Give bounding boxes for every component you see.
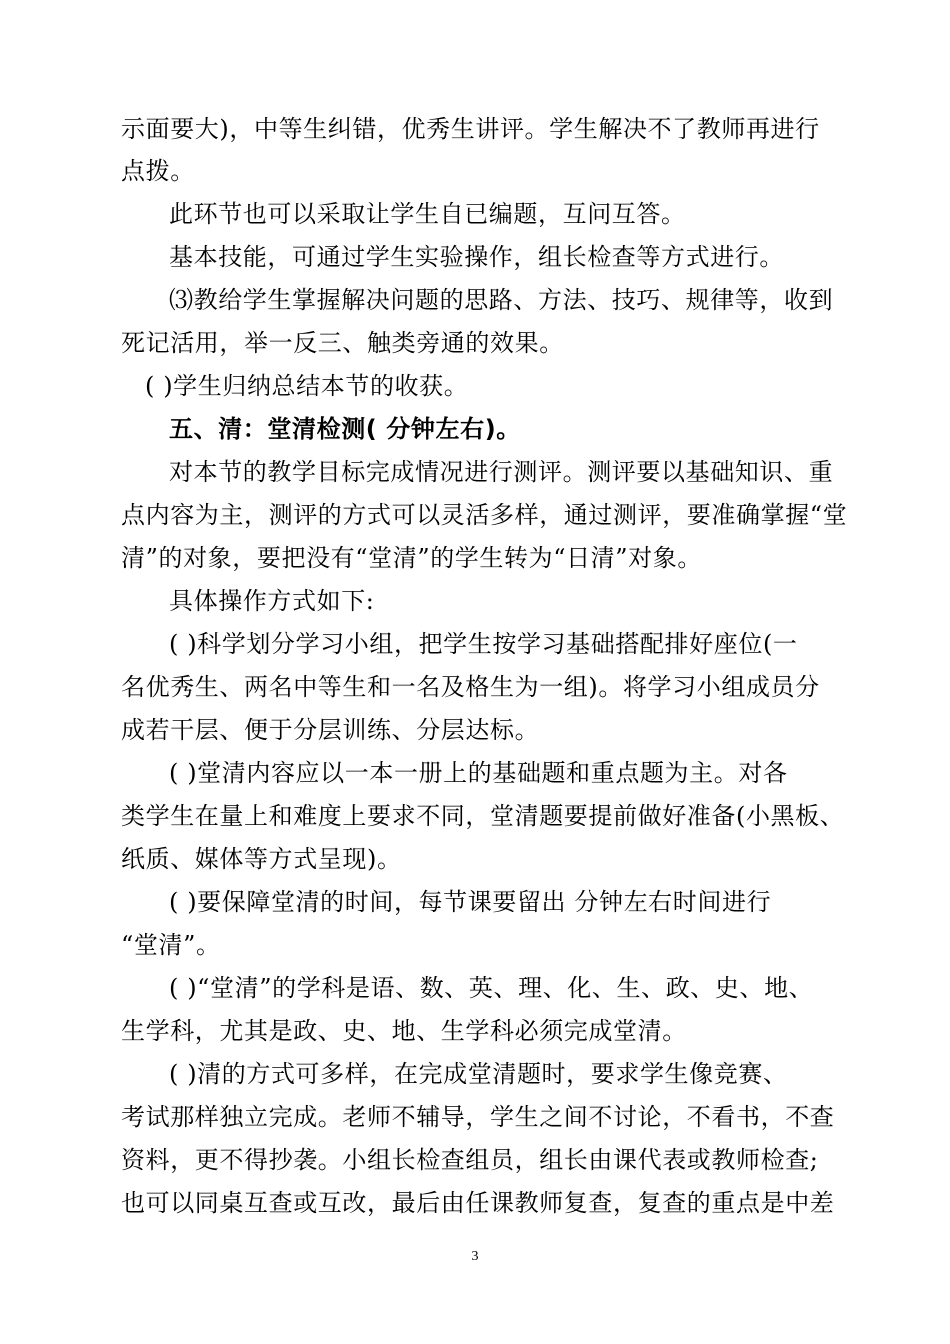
page-number: 3	[471, 1249, 479, 1264]
text-line: ⑶教给学生掌握解决问题的思路、方法、技巧、规律等，收到	[169, 286, 834, 314]
text-line: ( )科学划分学习小组，把学生按学习基础搭配排好座位(一	[169, 630, 798, 658]
text-line: 纸质、媒体等方式呈现)。	[121, 845, 402, 873]
section-heading: 五、清：堂清检测( 分钟左右)。	[169, 415, 521, 443]
text-line: 类学生在量上和难度上要求不同，堂清题要提前做好准备(小黑板、	[121, 802, 845, 830]
text-line: 具体操作方式如下:	[169, 587, 375, 615]
text-line: ( )堂清内容应以一本一册上的基础题和重点题为主。对各	[169, 759, 788, 787]
text-line: 生学科，尤其是政、史、地、生学科必须完成堂清。	[121, 1017, 687, 1045]
text-line: 此环节也可以采取让学生自已编题，互问互答。	[169, 200, 686, 228]
text-line: 成若干层、便于分层训练、分层达标。	[121, 716, 540, 744]
text-line: ( )学生归纳总结本节的收获。	[145, 372, 469, 400]
text-line: 点内容为主，测评的方式可以灵活多样，通过测评，要准确掌握“堂	[121, 501, 848, 529]
text-line: ( )清的方式可多样，在完成堂清题时，要求学生像竞赛、	[169, 1060, 788, 1088]
text-line: 示面要大)，中等生纠错，优秀生讲评。学生解决不了教师再进行	[121, 115, 820, 143]
text-line: 资料，更不得抄袭。小组长检查组员，组长由课代表或教师检查;	[121, 1146, 819, 1174]
text-line: “堂清”。	[121, 931, 221, 959]
text-line: 基本技能，可通过学生实验操作，组长检查等方式进行。	[169, 243, 784, 271]
text-line: ( )要保障堂清的时间，每节课要留出 分钟左右时间进行	[169, 888, 772, 916]
text-line: ( )“堂清”的学科是语、数、英、理、化、生、政、史、地、	[169, 974, 814, 1002]
text-line: 名优秀生、两名中等生和一名及格生为一组)。将学习小组成员分	[121, 673, 820, 701]
text-line: 对本节的教学目标完成情况进行测评。测评要以基础知识、重	[169, 458, 834, 486]
text-line: 死记活用，举一反三、触类旁通的效果。	[121, 329, 564, 357]
text-line: 清”的对象，要把没有“堂清”的学生转为“日清”对象。	[121, 544, 702, 572]
text-line: 也可以同桌互查或互改，最后由任课教师复查，复查的重点是中差	[121, 1189, 835, 1217]
text-line: 点拨。	[121, 157, 195, 185]
text-line: 考试那样独立完成。老师不辅导，学生之间不讨论，不看书，不查	[121, 1103, 835, 1131]
